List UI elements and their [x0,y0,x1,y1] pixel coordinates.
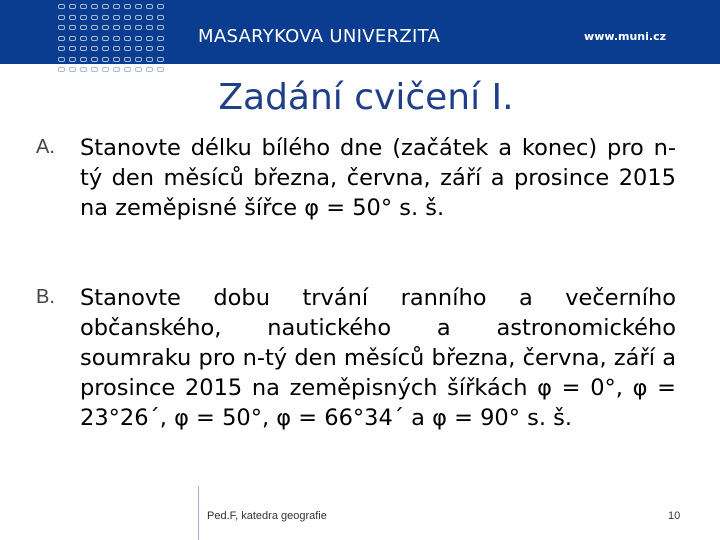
logo-dot [80,36,87,41]
logo-dot [69,46,76,51]
list-item [36,133,676,223]
item-text: Stanovte délku bílého dne (začátek a konec) pro n-tý den měsíců března, června, září a prosince 2015 na zeměpisné šířce φ = 50° s. š. [80,135,676,221]
logo-dot [91,25,98,30]
logo-dot [113,46,120,51]
list-item [36,283,676,433]
logo-dot [69,57,76,62]
logo-dot [80,57,87,62]
logo-dot [58,57,65,62]
logo-dot [124,36,131,41]
logo-dot [113,25,120,30]
logo-dot [102,57,109,62]
logo-dot [135,4,142,9]
logo-dot [91,67,98,72]
logo-dot [113,15,120,20]
logo-dot [124,67,131,72]
logo-dot [157,46,164,51]
logo-dot [113,4,120,9]
logo-dot [124,46,131,51]
logo-dot [124,4,131,9]
logo-dot [157,57,164,62]
logo-dot [69,36,76,41]
logo-dot [135,15,142,20]
logo-dot [58,36,65,41]
logo-dot [157,4,164,9]
logo-dot [135,57,142,62]
logo-dot [69,15,76,20]
logo-dot [146,25,153,30]
logo-dot [102,46,109,51]
logo-dot [135,67,142,72]
logo-dot [80,15,87,20]
logo-dot [113,57,120,62]
logo-dot [157,15,164,20]
logo-dot [80,4,87,9]
logo-dot [146,4,153,9]
logo-dot [102,25,109,30]
logo-dot [124,15,131,20]
logo-dot [58,46,65,51]
item-text: Stanovte dobu trvání ranního a večerního občanského, nautického a astronomického soumraku pro n-tý den měsíců března, června, září a prosince 2015 na zeměpisných šířkách φ = 0°, φ = 23°26´, φ = 50°, φ = 66°34´ a φ = 90° s. š. [80,285,676,431]
logo-dot [102,36,109,41]
logo-dot [113,67,120,72]
footer-text: Ped.F, katedra geografie [207,510,327,522]
logo-dot [58,25,65,30]
item-marker: A. [36,136,55,158]
logo-dot [157,67,164,72]
logo-dot [102,4,109,9]
logo-dot [146,46,153,51]
logo-dot [58,67,65,72]
logo-dot [146,36,153,41]
logo-dot [91,4,98,9]
logo-dot [80,46,87,51]
logo-dot [146,57,153,62]
footer-divider [198,486,199,540]
logo-dot [58,15,65,20]
logo-dot [146,67,153,72]
logo-dot [58,4,65,9]
logo-dot [102,67,109,72]
logo-dot [157,36,164,41]
logo-dot [91,36,98,41]
logo-dot [91,57,98,62]
logo-dot [135,46,142,51]
logo-dot [91,46,98,51]
logo-dot [80,25,87,30]
logo-dot [91,15,98,20]
logo-dot [69,25,76,30]
logo-dot [69,4,76,9]
logo-dot-pattern [0,0,170,80]
logo-dot [80,67,87,72]
logo-dot [69,67,76,72]
logo-dot [124,25,131,30]
university-name: MASARYKOVA UNIVERZITA [198,26,441,47]
logo-dot [135,36,142,41]
website-url: www.muni.cz [584,30,666,43]
slide-title: Zadání cvičení I. [218,77,514,118]
logo-dot [102,15,109,20]
logo-dot [146,15,153,20]
logo-dot [135,25,142,30]
logo-dot [157,25,164,30]
item-marker: B. [36,286,55,308]
page-number: 10 [668,510,681,522]
logo-dot [113,36,120,41]
logo-dot [124,57,131,62]
